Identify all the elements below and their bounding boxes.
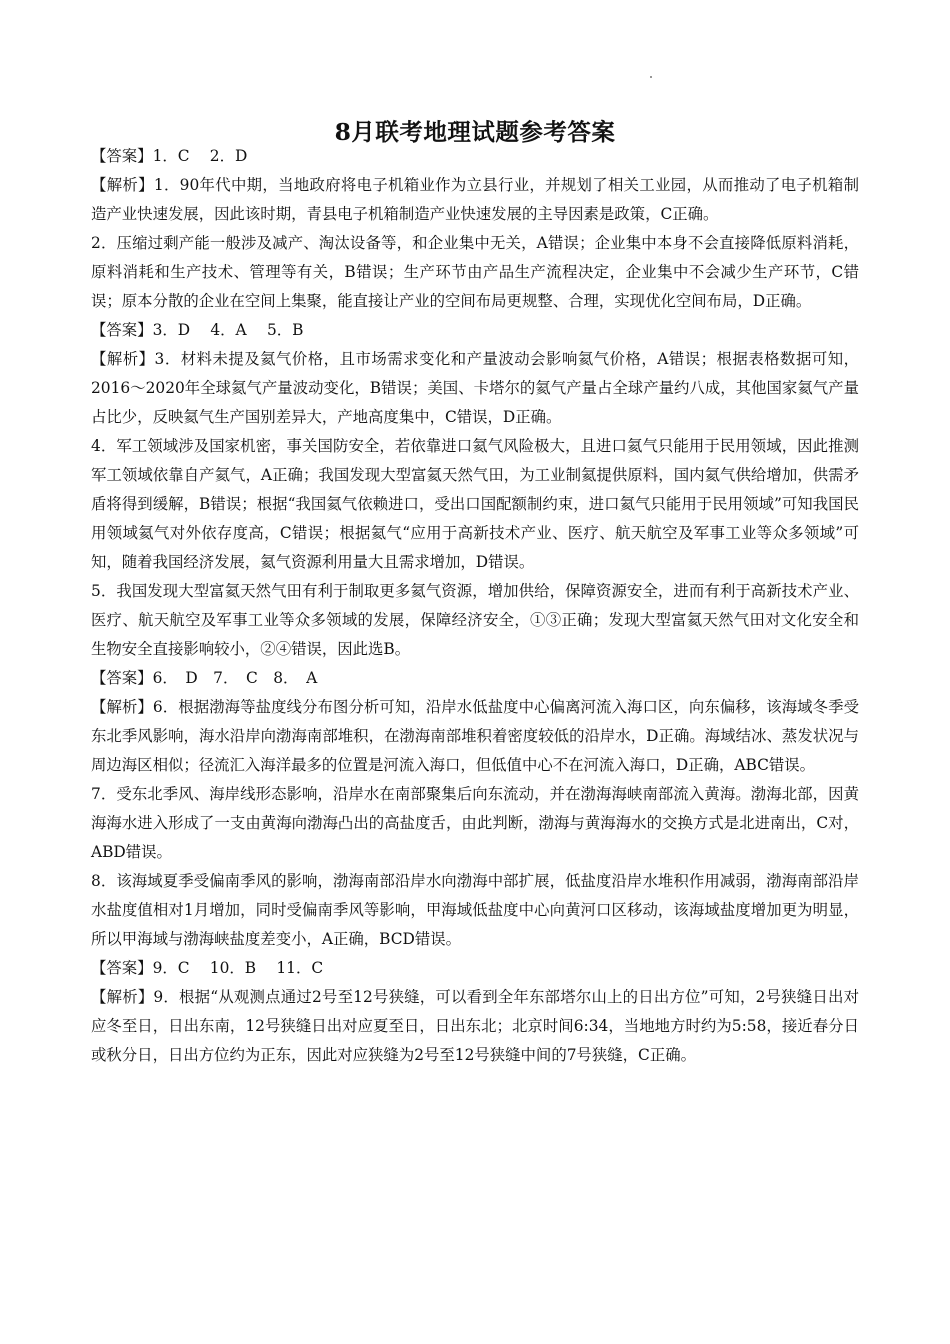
analysis-4: 4．军工领域涉及国家机密，事关国防安全，若依靠进口氦气风险极大，且进口氦气只能用于民用领域，因此推测军工领域依靠自产氦气，A正确；我国发现大型富氦天然气田，为工业制氦提供原料，国内氦气供给增加，供需矛盾将得到缓解，B错误；根据“我国氦气依赖进口，受出口国配额制约束，进口氦气只能用于民用领域”可知我国民用领域氦气对外依存度高，C错误；根据氦气“应用于高新技术产业、医疗、航天航空及军事工业等众多领域”可知，随着我国经济发展，氦气资源利用量大且需求增加，D错误。 bbox=[91, 437, 859, 571]
answer-content bbox=[91, 142, 859, 1070]
analysis-8: 8．该海域夏季受偏南季风的影响，渤海南部沿岸水向渤海中部扩展，低盐度沿岸水堆积作用减弱，渤海南部沿岸水盐度值相对1月增加，同时受偏南季风等影响，甲海域低盐度中心向黄河口区移动，该海域盐度增加更为明显，所以甲海域与渤海峡盐度差变小，A正确，BCD错误。 bbox=[91, 872, 859, 948]
answer-line-1: 【答案】1．C 2．D bbox=[91, 147, 248, 165]
answer-line-3: 【答案】6． D 7． C 8． A bbox=[91, 669, 318, 687]
analysis-2: 2．压缩过剩产能一般涉及减产、淘汰设备等，和企业集中无关，A错误；企业集中本身不会直接降低原料消耗，原料消耗和生产技术、管理等有关，B错误；生产环节由产品生产流程决定，企业集中不会减少生产环节，C错误；原本分散的企业在空间上集聚，能直接让产业的空间布局更规整、合理，实现优化空间布局，D正确。 bbox=[91, 234, 859, 310]
analysis-7: 7．受东北季风、海岸线形态影响，沿岸水在南部聚集后向东流动，并在渤海海峡南部流入黄海。渤海北部，因黄海海水进入形成了一支由黄海向渤海凸出的高盐度舌，由此判断，渤海与黄海海水的交换方式是北进南出，C对，ABD错误。 bbox=[91, 785, 859, 861]
page-title: 8月联考地理试题参考答案 bbox=[334, 117, 616, 146]
answer-line-2: 【答案】3．D 4．A 5．B bbox=[91, 321, 304, 339]
analysis-1: 【解析】1．90年代中期，当地政府将电子机箱业作为立县行业，并规划了相关工业园，从而推动了电子机箱制造产业快速发展，因此该时期，青县电子机箱制造产业快速发展的主导因素是政策，C正确。 bbox=[91, 176, 859, 223]
answer-line-4: 【答案】9．C 10．B 11．C bbox=[91, 959, 324, 977]
analysis-6: 【解析】6．根据渤海等盐度线分布图分析可知，沿岸水低盐度中心偏离河流入海口区，向东偏移，该海域冬季受东北季风影响，海水沿岸向渤海南部堆积，在渤海南部堆积着密度较低的沿岸水，D正确。海域结冰、蒸发状况与周边海区相似；径流汇入海洋最多的位置是河流入海口，但低值中心不在河流入海口，D正确，ABC错误。 bbox=[91, 698, 859, 774]
analysis-3: 【解析】3．材料未提及氦气价格，且市场需求变化和产量波动会影响氦气价格，A错误；根据表格数据可知，2016～2020年全球氦气产量波动变化，B错误；美国、卡塔尔的氦气产量占全球产量约八成，其他国家氦气产量占比少，反映氦气生产国别差异大，产地高度集中，C错误，D正确。 bbox=[91, 350, 859, 426]
scan-dot bbox=[650, 76, 652, 78]
analysis-5: 5．我国发现大型富氦天然气田有利于制取更多氦气资源，增加供给，保障资源安全，进而有利于高新技术产业、医疗、航天航空及军事工业等众多领域的发展，保障经济安全，①③正确；发现大型富氦天然气田对文化安全和生物安全直接影响较小，②④错误，因此选B。 bbox=[91, 582, 859, 658]
analysis-9: 【解析】9．根据“从观测点通过2号至12号狭缝，可以看到全年东部塔尔山上的日出方位”可知，2号狭缝日出对应冬至日，日出东南，12号狭缝日出对应夏至日，日出东北；北京时间6:34，当地地方时约为5:58，接近春分日或秋分日，日出方位约为正东，因此对应狭缝为2号至12号狭缝中间的7号狭缝，C正确。 bbox=[91, 988, 859, 1064]
